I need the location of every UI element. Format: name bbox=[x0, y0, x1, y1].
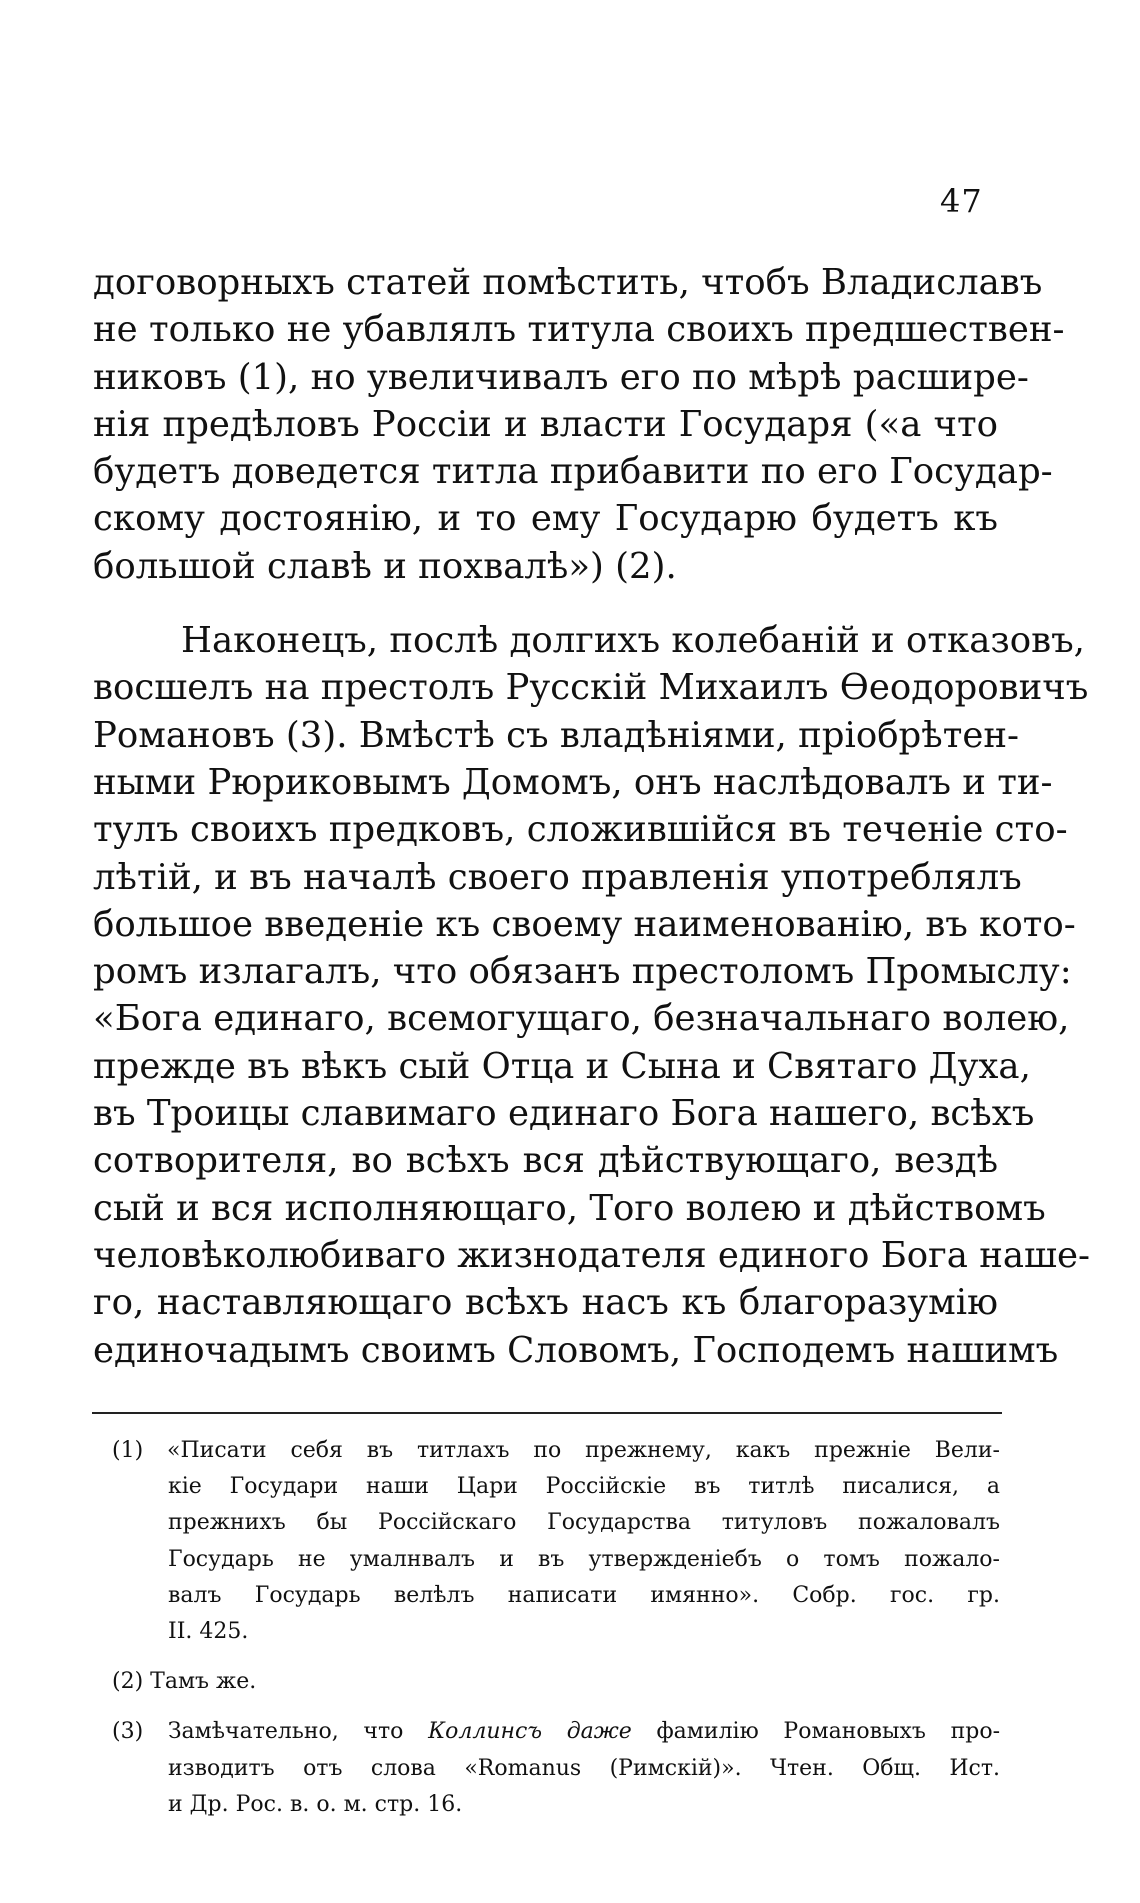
text-line: ромъ излагалъ, что обязанъ престоломъ Промыслу: bbox=[93, 951, 1072, 993]
footnote-author-name: Коллинсъ даже bbox=[428, 1719, 632, 1745]
text-line: не только не убавлялъ титула своихъ предшествен- bbox=[93, 309, 1065, 351]
footnote-line: прежнихъ бы Россійскаго Государства титуловъ пожаловалъ bbox=[168, 1510, 1000, 1536]
text-line: «Бога единаго, всемогущаго, безначальнаго волею, bbox=[93, 998, 1070, 1040]
footnote-text: фамилію Романовыхъ про- bbox=[631, 1719, 1001, 1745]
text-line: ными Рюриковымъ Домомъ, онъ наслѣдовалъ и ти- bbox=[93, 761, 1053, 803]
footnote-1 bbox=[112, 1433, 1000, 1650]
page-number: 47 bbox=[940, 182, 983, 220]
text-line: въ Троицы славимаго единаго Бога нашего, всѣхъ bbox=[93, 1093, 1035, 1135]
footnote-line: и Др. Рос. в. о. м. стр. 16. bbox=[168, 1791, 463, 1817]
text-line: прежде въ вѣкъ сый Отца и Сына и Святаго Духа, bbox=[93, 1045, 1031, 1087]
footnote-line: II. 425. bbox=[168, 1619, 249, 1645]
text-line: го, наставляющаго всѣхъ насъ къ благоразумію bbox=[93, 1282, 998, 1324]
text-line: человѣколюбиваго жизнодателя единого Бога наше- bbox=[93, 1234, 1091, 1276]
paragraph-1 bbox=[93, 259, 1065, 590]
text-line: сотворителя, во всѣхъ вся дѣйствующаго, вездѣ bbox=[93, 1140, 998, 1182]
footnote-2 bbox=[112, 1664, 1000, 1700]
text-line: восшелъ на престолъ Русскій Михаилъ Ѳеодоровичъ bbox=[93, 667, 1089, 709]
text-line: единочадымъ своимъ Словомъ, Господемъ нашимъ bbox=[93, 1329, 1059, 1371]
text-line: будетъ доведется титла прибавити по его Государ- bbox=[93, 451, 1053, 493]
text-line: скому достоянію, и то ему Государю будетъ къ bbox=[93, 498, 998, 540]
footnote-line: кіе Государи наши Цари Россійскіе въ титлѣ писалися, а bbox=[168, 1474, 1000, 1500]
text-line: тулъ своихъ предковъ, сложившійся въ теченіе сто- bbox=[93, 809, 1068, 851]
footnote-line: валъ Государь велѣлъ написати имянно». Собр. гос. гр. bbox=[168, 1582, 1000, 1608]
text-line: сый и вся исполняющаго, Того волею и дѣйствомъ bbox=[93, 1187, 1046, 1229]
text-line: Романовъ (3). Вмѣстѣ съ владѣніями, пріобрѣтен- bbox=[93, 714, 1019, 756]
text-line: лѣтій, и въ началѣ своего правленія употреблялъ bbox=[93, 856, 1022, 898]
footnote-line: Государь не умалнвалъ и въ утвержденіебъ о томъ пожало- bbox=[168, 1546, 1000, 1572]
text-line: нія предѣловъ Россіи и власти Государя («а что bbox=[93, 403, 998, 445]
text-line: Наконецъ, послѣ долгихъ колебаній и отказовъ, bbox=[181, 620, 1085, 662]
text-line: большое введеніе къ своему наименованію, въ кото- bbox=[93, 903, 1076, 945]
text-line: договорныхъ статей помѣстить, чтобъ Владиславъ bbox=[93, 262, 1043, 303]
footnote-3 bbox=[112, 1714, 1000, 1823]
paragraph-2 bbox=[93, 617, 1091, 1374]
footnote-line bbox=[112, 1714, 1000, 1750]
footnote-line: (2) Тамъ же. bbox=[112, 1669, 257, 1695]
main-text bbox=[93, 259, 1091, 1374]
footnote-divider bbox=[92, 1412, 1002, 1414]
footnote-text: (3) Замѣчательно, что bbox=[112, 1719, 429, 1745]
footnotes bbox=[112, 1433, 1000, 1823]
footnote-line: изводитъ отъ слова «Romanus (Римскій)». Чтен. Общ. Ист. bbox=[168, 1755, 1000, 1781]
text-line: никовъ (1), но увеличивалъ его по мѣрѣ расшире- bbox=[93, 356, 1029, 398]
footnote-line: (1) «Писати себя въ титлахъ по прежнему, какъ прежніе Вели- bbox=[112, 1438, 1000, 1463]
text-line: большой славѣ и похвалѣ») (2). bbox=[93, 545, 677, 587]
